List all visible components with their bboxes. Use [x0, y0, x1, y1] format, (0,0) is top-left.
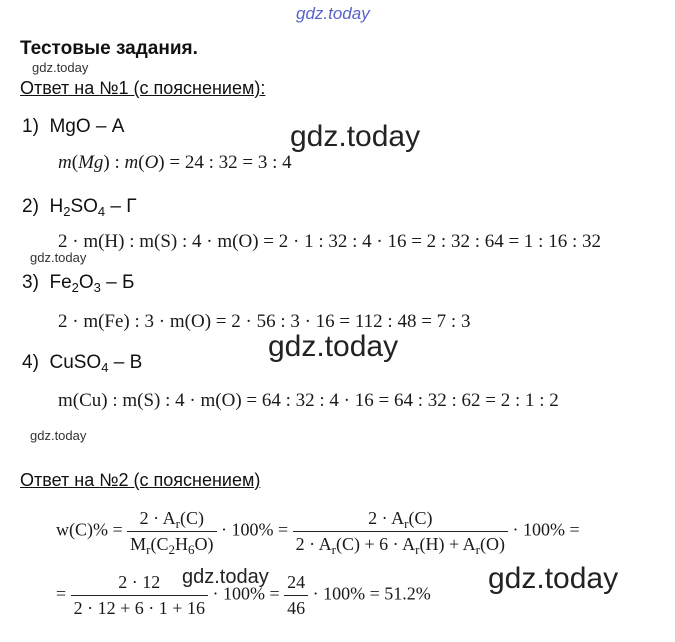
answer2-line-2: = $\frac{2 \cdot 12}{2 \cdot 12 + 6 \cdot 1 + 16}$ · 100% = $\frac{24}{46}$ · 100% = 51.2%	[56, 572, 431, 618]
item-formula: MgO	[49, 116, 91, 137]
answer1-item-4: 4) CuSO$_4$ – В	[22, 352, 143, 375]
item-formula: $Fe_2O_3$	[49, 272, 101, 295]
fraction-4: $\frac{24}{46}$	[284, 572, 308, 619]
answer1-item-1: 1) MgO – А	[22, 116, 125, 137]
item-number: 3)	[22, 272, 39, 293]
mass-fraction-lhs: w(C)% =	[56, 519, 123, 540]
page-heading: Тестовые задания.	[20, 38, 198, 59]
watermark-big-1: gdz.today	[290, 120, 421, 153]
item-letter: В	[129, 352, 143, 373]
answer1-item-3: 3) $Fe_2O_3$ – Б	[22, 272, 135, 295]
item-letter: Б	[122, 272, 135, 293]
fraction-1: $\frac{2 \cdot A_r(C)}{M_r(C_2H_6O)}$	[127, 508, 216, 555]
watermark-top: gdz.today	[296, 4, 370, 23]
final-result: · 100% = 51.2%	[312, 583, 431, 604]
answer1-calc-1: m(Mg) : m(O) = 24 : 32 = 3 : 4	[58, 152, 292, 173]
item-letter: А	[111, 116, 125, 137]
item-number: 1)	[22, 116, 39, 137]
watermark-small-1: gdz.today	[32, 60, 89, 75]
item-formula: CuSO$_4$	[49, 352, 109, 375]
calc-rhs: = 24 : 32 = 3 : 4	[164, 152, 292, 173]
answer1-title: Ответ на №1 (с пояснением):	[20, 78, 266, 98]
watermark-medium: gdz.today	[182, 566, 269, 588]
item-number: 4)	[22, 352, 39, 373]
item-number: 2)	[22, 196, 39, 217]
answer2-line-1: w(C)% = $\frac{2 \cdot A_r(C)}{M_r(C_2H_6O)}$ · 100% = $\frac{2 \cdot A_r(C)}{2 \cdot A_r(C) + 6 \cdot A_r(H) + A_r(O)}$ · 100% =	[56, 508, 580, 557]
answer2-title: Ответ на №2 (с пояснением)	[20, 470, 261, 490]
watermark-small-3: gdz.today	[30, 428, 87, 443]
fraction-3: $\frac{2 \cdot 12}{2 \cdot 12 + 6 \cdot 1 + 16}$	[71, 572, 208, 619]
item-formula: $H_2SO_4$	[49, 196, 106, 219]
answer1-calc-4: m(Cu) : m(S) : 4 · m(O) = 64 : 32 : 4 · 16 = 64 : 32 : 62 = 2 : 1 : 2	[58, 390, 559, 411]
fraction-2: $\frac{2 \cdot A_r(C)}{2 \cdot A_r(C) + 6 \cdot A_r(H) + A_r(O)}$	[293, 508, 508, 555]
answer1-calc-2: 2 · m(H) : m(S) : 4 · m(O) = 2 · 1 : 32 : 4 · 16 = 2 : 32 : 64 = 1 : 16 : 32	[58, 231, 601, 252]
watermark-big-2: gdz.today	[268, 330, 399, 363]
answer1-calc-3: 2 · m(Fe) : 3 · m(O) = 2 · 56 : 3 · 16 = 112 : 48 = 7 : 3	[58, 311, 471, 332]
answer1-item-2: 2) $H_2SO_4$ – Г	[22, 196, 137, 219]
watermark-small-2: gdz.today	[30, 250, 87, 265]
watermark-big-3: gdz.today	[488, 562, 619, 595]
item-letter: Г	[126, 196, 137, 217]
